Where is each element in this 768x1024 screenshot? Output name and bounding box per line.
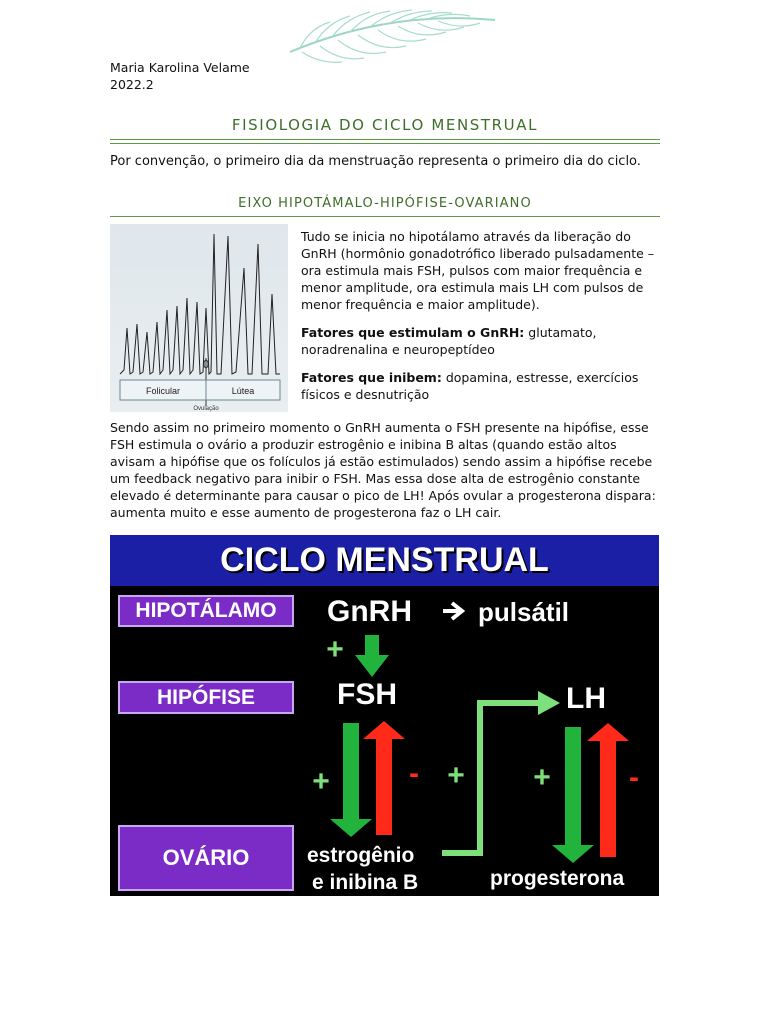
minus-sign-2: - (629, 761, 639, 794)
leaf-icon (280, 8, 500, 70)
plus-sign-1: + (326, 633, 344, 666)
document-title: FISIOLOGIA DO CICLO MENSTRUAL (231, 116, 539, 134)
section-divider (110, 216, 660, 217)
estrogen-label: estrogênio (307, 844, 415, 867)
lh-down-arrow (552, 727, 594, 863)
lh-up-arrow (587, 723, 629, 857)
plus-sign-4: + (533, 761, 551, 794)
fsh-up-arrow (363, 721, 405, 835)
plus-sign-3: + (447, 759, 465, 792)
diagram-arrows (110, 535, 659, 896)
ovulation-label: Ovulação (193, 406, 219, 412)
tag-pituitary: HIPÓFISE (118, 681, 294, 714)
phase-luteal-label: Lútea (231, 386, 255, 396)
title-divider (110, 139, 660, 144)
tag-ovary: OVÁRIO (118, 825, 294, 891)
inhibin-label: e inibina B (312, 871, 419, 894)
lh-label: LH (566, 682, 606, 715)
right-arrow-icon (538, 691, 560, 715)
stimulate-line (301, 324, 663, 358)
minus-sign-1: - (409, 757, 419, 790)
pulsatile-label: pulsátil (478, 597, 570, 627)
section-title: EIXO HIPOTÁMALO-HIPÓFISE-OVARIANO (238, 196, 532, 211)
diagram-title: CICLO MENSTRUAL (220, 541, 549, 579)
plus-sign-2: + (312, 765, 330, 798)
intro-text: Por convenção, o primeiro dia da menstruação representa o primeiro dia do ciclo. (110, 154, 641, 169)
gnrh-pulse-figure (110, 224, 288, 412)
inhibit-line (301, 369, 663, 403)
inhibit-text: dopamina, estresse, exercícios físicos e desnutrição (301, 370, 639, 402)
section-text (301, 228, 663, 414)
progesterone-label: progesterona (490, 867, 625, 890)
tag-hypothalamus: HIPOTÁLAMO (118, 595, 294, 627)
term: 2022.2 (110, 77, 154, 92)
stimulate-label: Fatores que estimulam o GnRH: (301, 325, 525, 340)
cycle-diagram (110, 535, 659, 896)
gnrh-label: GnRH (327, 595, 412, 628)
down-arrow-icon (355, 635, 389, 677)
body-paragraph: Sendo assim no primeiro momento o GnRH aumenta o FSH presente na hipófise, esse FSH estimula o ovário a produzir estrogênio e inibina B altas (quando estão altos avisam a hipófise que os folículos já estão estimulados) sendo assim a hipófise recebe um feedback negativo para inibir o FSH. Mas essa dose alta de estrogênio constante elevado é determinante para causar o pico de LH! Após ovular a progesterona dispara: aumenta muito e esse aumento de progesterona faz o LH cair. (110, 420, 656, 520)
author-block (110, 59, 250, 93)
fsh-down-arrow (330, 723, 372, 837)
right-arrow-icon (443, 603, 462, 619)
author-name: Maria Karolina Velame (110, 60, 250, 75)
phase-follicular-label: Folicular (145, 386, 181, 396)
inhibit-label: Fatores que inibem: (301, 370, 442, 385)
gnrh-paragraph: Tudo se inicia no hipotálamo através da liberação do GnRH (hormônio gonadotrófico liberado pulsadamente – ora estimula mais FSH, pulsos com maior frequência e menor amplitude, ora estimula mais LH com pulsos de menor frequência e maior amplitude). (301, 229, 655, 312)
fsh-label: FSH (337, 678, 397, 711)
stimulate-text: glutamato, noradrenalina e neuropeptídeo (301, 325, 597, 357)
